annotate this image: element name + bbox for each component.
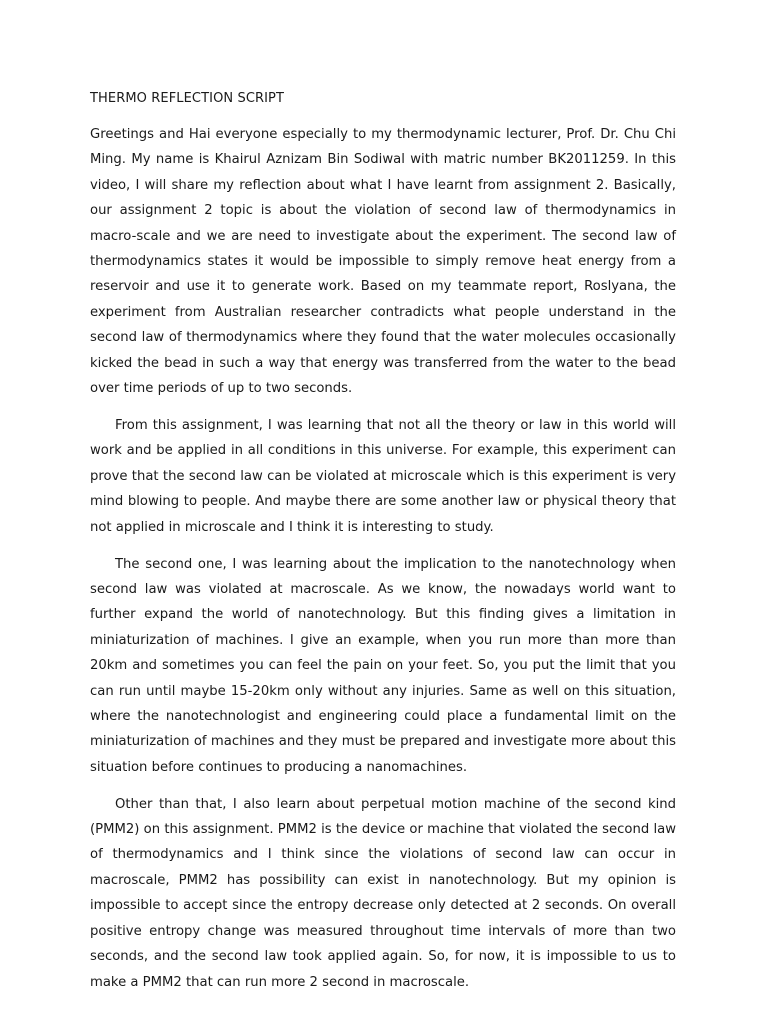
- paragraph-pmm2: Other than that, I also learn about perpetual motion machine of the second kind (PMM2) on this assignment. PMM2 is the device or machine that violated the second law of thermodynamics and I think since the violations of second law can occur in macroscale, PMM2 has possibility can exist in nanotechnology. But my opinion is impossible to accept since the entropy decrease only detected at 2 seconds. On overall positive entropy change was measured throughout time intervals of more than two seconds, and the second law took applied again. So, for now, it is impossible to us to make a PMM2 that can run more 2 second in macroscale.: [90, 796, 676, 990]
- document-body: [90, 122, 676, 1006]
- paragraph-intro: Greetings and Hai everyone especially to my thermodynamic lecturer, Prof. Dr. Chu Chi Ming. My name is Khairul Aznizam Bin Sodiwal with matric number BK2011259. In this video, I will share my reflection about what I have learnt from assignment 2. Basically, our assignment 2 topic is about the violation of second law of thermodynamics in macro-scale and we are need to investigate about the experiment. The second law of thermodynamics states it would be impossible to simply remove heat energy from a reservoir and use it to generate work. Based on my teammate report, Roslyana, the experiment from Australian researcher contradicts what people understand in the second law of thermodynamics where they found that the water molecules occasionally kicked the bead in such a way that energy was transferred from the water to the bead over time periods of up to two seconds.: [90, 127, 676, 397]
- paragraph-nanotechnology: The second one, I was learning about the implication to the nanotechnology when second law was violated at macroscale. As we know, the nowadays world want to further expand the world of nanotechnology. But this finding gives a limitation in miniaturization of machines. I give an example, when you run more than more than 20km and sometimes you can feel the pain on your feet. So, you put the limit that you can run until maybe 15-20km only without any injuries. Same as well on this situation, where the nanotechnologist and engineering could place a fundamental limit on the miniaturization of machines and they must be prepared and investigate more about this situation before continues to producing a nanomachines.: [90, 556, 676, 775]
- paragraph-assignment-learning: From this assignment, I was learning that not all the theory or law in this world will work and be applied in all conditions in this universe. For example, this experiment can prove that the second law can be violated at microscale which is this experiment is very mind blowing to people. And maybe there are some another law or physical theory that not applied in microscale and I think it is interesting to study.: [90, 417, 676, 535]
- document-title: THERMO REFLECTION SCRIPT: [90, 91, 285, 106]
